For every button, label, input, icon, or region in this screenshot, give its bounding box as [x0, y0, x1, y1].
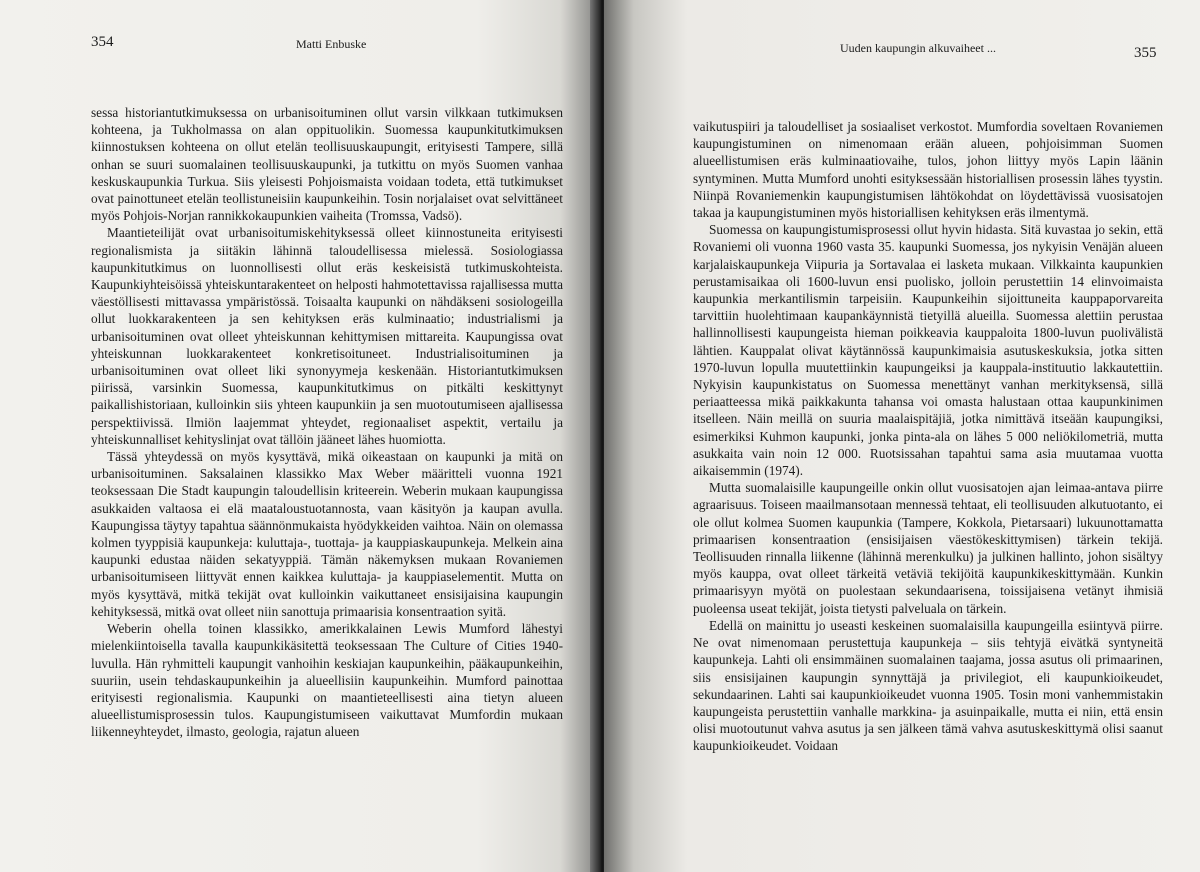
right-page [604, 0, 1200, 872]
page-number: 354 [91, 34, 114, 50]
page-body [91, 104, 563, 741]
page-body [693, 118, 1163, 755]
running-header: Uuden kaupungin alkuvaiheet ... [840, 41, 996, 55]
paragraph: sessa historiantutkimuksessa on urbanisoituminen ollut varsin vilkkaan tutkimuksen kohteena, ja Tukholmassa on alan oppituolikin. Suomessa kaupunkitutkimuksen kiinnostuksen kohteena on ollut etelän teollisuuskaupungit, erityisesti Tampere, sillä onhan se suuri suomalainen teollisuuskaupunki, ja tutkittu on myös Suomen vanhaa keskuskaupunkia Turkua. Siis yleisesti Pohjoismaista voidaan todeta, että tutkimukset ovat painottuneet etelän teollistuneisiin kaupunkeihin. Tosin norjalaiset ovat selvittäneet myös Pohjois-Norjan rannikkokaupunkien vaiheita (Tromssa, Vadsö). [91, 105, 563, 224]
paragraph: Suomessa on kaupungistumisprosessi ollut hyvin hidasta. Sitä kuvastaa jo sekin, että Rovaniemi oli vuonna 1960 vasta 35. kaupunki Suomessa, jos nykyisin Venäjän alueen karjalaiskaupunkeja Viipuria ja Sortavalaa ei lasketa mukaan. Vilkkainta kaupunkien perustamisaikaa oli 1600-luvun ensi puolisko, jolloin perustettiin 14 elinvoimaista kaupunkia merkantilismin tarpeisiin. Kaupunkeihin sijoittuneita kauppaporvareita tarvittiin huolehtimaan kaupankäynnistä tietyillä alueilla. Suomessa alettiin perustaa hallinnollisesti kaupungeista hieman poikkeavia kauppaloita 1800-luvun puolivälistä lähtien. Kauppalat olivat käytännössä kaupunkimaisia asutuskeskuksia, jotka sitten 1970-luvun lopulla muutettiinkin kaupungeiksi ja kauppala-instituutio lakkautettiin. Nykyisin kaupunkistatus on Suomessa menettänyt vanhan merkityksensä, sillä periaatteessa mikä paikkakunta tahansa voi omasta halustaan ottaa kaupunkinimen itselleen. Näin meillä on suuria maalaispitäjiä, jotka nimittävä itseään kaupungiksi, esimerkiksi Kuhmon kaupunki, jonka pinta-ala on lähes 5 000 neliökilometriä, mutta asukkaita vain noin 12 000. Ruotsissahan tapahtui sama asia muutamaa vuotta aikaisemmin (1974). [693, 222, 1163, 479]
page-number: 355 [1134, 45, 1157, 61]
paragraph: Edellä on mainittu jo useasti keskeinen suomalaisilla kaupungeilla esiintyvä piirre. Ne ovat nimenomaan perustettuja kaupunkeja – siis tehtyjä eivätkä syntyneitä kaupunkeja. Lahti oli ensimmäinen suomalainen taajama, jossa asutus oli primaarinen, siis ensisijainen kaupungin synnyttäjä ja privilegiot, eli kaupunkioikeudet, sekundaarinen. Lahti sai kaupunkioikeudet vuonna 1905. Tosin moni vanhemmistakin kaupungeista perustettiin vanhalle markkina- ja asuinpaikalle, mutta ei niin, että ensin olisi muotoutunut vahva asutus ja sen jälkeen tämä vahva asutuskeskittymä olisi saanut kaupunkioikeudet. Voidaan [693, 617, 1163, 754]
paragraph: vaikutuspiiri ja taloudelliset ja sosiaaliset verkostot. Mumfordia soveltaen Rovaniemen kaupungistuminen on nimenomaan erään alueen, pohjoisimman Suomen alueellistumisen eräs kulminaatiovaihe, tulos, johon liittyy myös Lapin läänin syntyminen. Mutta Mumford unohti esityksessään historiallisen prosessin lähes tyystin. Niinpä Rovaniemenkin kaupungistumisen lähtökohdat on löydettävissä vuosisatojen takaa ja kaupungistuminen myös historiallisen kehityksen eräs ilmentymä. [693, 119, 1163, 221]
paragraph: Mutta suomalaisille kaupungeille onkin ollut vuosisatojen ajan leimaa-antava piirre agraarisuus. Toiseen maailmansotaan mennessä tehtaat, eli teollisuuden alkutuotanto, ei ole ollut kolmea Suomen kaupunkia (Tampere, Kokkola, Pietarsaari) lukuunottamatta primaarisen konsentraation (ensisijaisen väestökeskittymisen) tärkein tekijä. Teollisuuden rinnalla liikenne (lähinnä merenkulku) ja julkinen hallinto, johon sisältyy myös kauppa, ovat olleet tärkeitä vetäviä tekijöitä kaupunkikeskittymään. Kunkin primaarisyyn myötä on puolestaan sekundaarisena, toissijaisena vetänyt ihmisiä puoleensa useat tekijät, joista tietysti palveluala on tärkein. [693, 480, 1163, 616]
running-header: Matti Enbuske [296, 37, 367, 51]
paragraph: Maantieteilijät ovat urbanisoitumiskehityksessä olleet kiinnostuneita erityisesti regionalismista ja siitäkin lähinnä taloudellisessa mielessä. Sosiologiassa kaupunkitutkimus on luonnollisesti ollut eräs keskeisistä tutkimuskohteista. Kaupunkiyhteisöissä yhteiskuntarakenteet on helposti hahmotettavissa rajallisessa mutta väestöllisesti mittavassa ympäristössä. Toisaalta kaupunki on nähdäkseni sosiologeilla ollut luokkarakenteen ja sen kehityksen eräs kulminaatio; industrialismi ja urbanisoituminen ovat olleet yhteiskunnan kehittymisen mittareita. Kaupungissa ovat yhteiskunnan luokkarakenteet konkretisoituneet. Industrialisoituminen ja urbanisoituminen ovat olleet liki synonyymeja keskenään. Historiantutkimuksen piirissä, varsinkin Suomessa, kaupunkitutkimus on pitkälti keskittynyt paikallishistoriaan, kulloinkin siis yhteen kaupunkiin ja sen muotoutumiseen ajallisessa perspektiivissä. Ilmiön laajemmat yhteydet, regionaaliset aspektit, vertailu ja yhteiskunnalliset kehityslinjat ovat tällöin jääneet lähes huomiotta. [91, 225, 563, 447]
left-page [0, 0, 596, 872]
paragraph: Weberin ohella toinen klassikko, amerikkalainen Lewis Mumford lähestyi mielenkiintoisella tavalla kaupunkikäsitettä teoksessaan The Culture of Cities 1940-luvulla. Hän ryhmitteli kaupungit vanhoihin keskiajan kaupunkeihin, pääkaupunkeihin, suuriin, usein tehdaskaupunkeihin ja alueellisiin kaupunkeihin. Mumford painottaa erityisesti regionalismia. Kaupunki on maantieteellisesti aina tietyn alueen alueellistumisprosessin tulos. Kaupungistumiseen vaikuttavat Mumfordin mukaan liikenneyhteydet, ilmasto, geologia, rajatun alueen [91, 621, 563, 740]
paragraph: Tässä yhteydessä on myös kysyttävä, mikä oikeastaan on kaupunki ja mitä on urbanisoituminen. Saksalainen klassikko Max Weber määritteli vuonna 1921 teoksessaan Die Stadt kaupungin taloudellisin kriteerein. Weberin mukaan kaupungissa asukkaiden valtaosa ei elä maataloustuotannosta, vaan käsityön ja kaupan avulla. Kaupungissa täytyy tapahtua säännönmukaista hyödykkeiden vaihtoa. Näin on olemassa kolmen tyyppisiä kaupunkeja: kuluttaja-, tuottaja- ja kauppiaskaupunkeja. Melkein aina kaupunki edustaa näiden sekatyyppiä. Tämän näkemyksen mukaan Rovaniemen urbanisoitumiseen liittyvät ennen kaikkea kuluttaja- ja kauppiaselementit. Mutta on myös kysyttävä, mitkä tekijät ovat kulloinkin vaikuttaneet ensisijaisina kaupungin kehityksessä, mitkä ovat olleet niin sanottuja primaarisia konsentraation syitä. [91, 449, 563, 619]
